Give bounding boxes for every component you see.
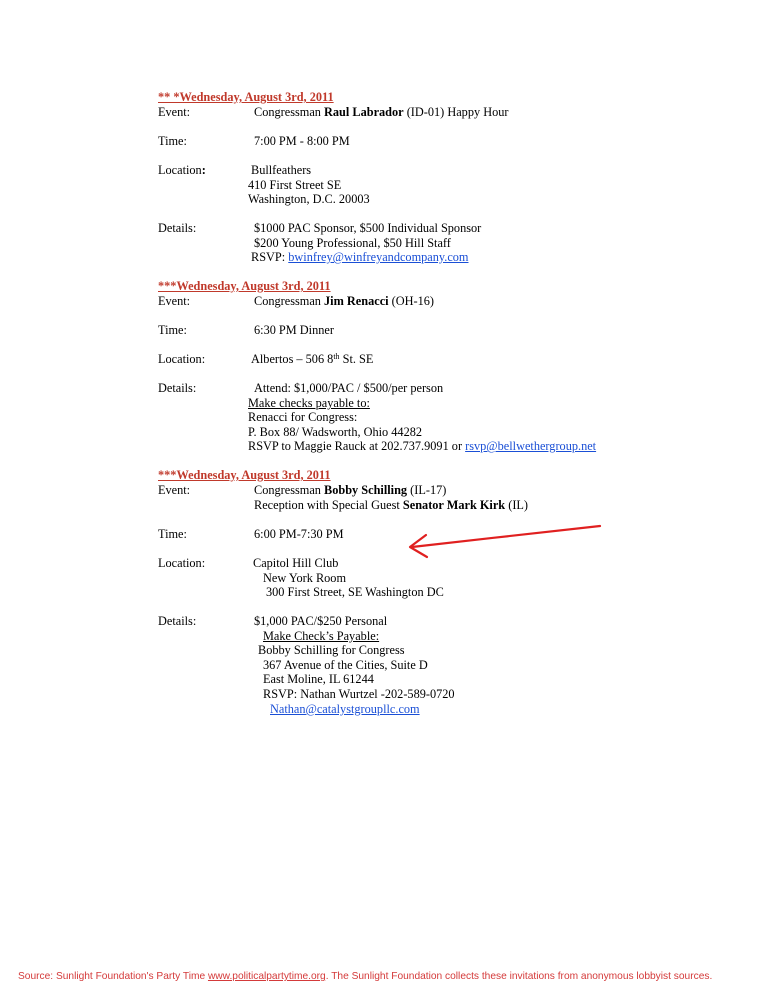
event-2-time-label: Time: <box>158 323 187 337</box>
event-3-location-line-3: 300 First Street, SE Washington DC <box>266 585 444 599</box>
event-1-location-line-1: Bullfeathers <box>251 163 312 177</box>
event-2-details-line-1: Renacci for Congress: <box>248 410 358 424</box>
event-3-details-label: Details: <box>158 614 197 628</box>
event-2-event-prefix: Congressman <box>254 294 325 308</box>
event-3-details-line-3: East Moline, IL 61244 <box>263 672 374 686</box>
event-3-details-line-1: Bobby Schilling for Congress <box>258 643 405 657</box>
event-2-location-suffix: St. SE <box>339 352 374 366</box>
event-3-reception-suffix: (IL) <box>505 498 529 512</box>
event-1-details-line-1: $1000 PAC Sponsor, $500 Individual Sponsor <box>254 221 482 235</box>
event-3-location-line-2: New York Room <box>263 571 347 585</box>
event-1-event-value <box>254 105 508 120</box>
event-1-rsvp-prefix: RSVP: <box>251 250 289 264</box>
event-1-event-suffix: (ID-01) Happy Hour <box>403 105 509 119</box>
event-1-location-line-3: Washington, D.C. 20003 <box>248 192 370 206</box>
event-2-rsvp-email-link[interactable]: rsvp@bellwethergroup.net <box>465 439 597 453</box>
event-1-event-label: Event: <box>158 105 191 119</box>
event-3-rsvp-line <box>270 702 420 717</box>
event-1-details-line-2: $200 Young Professional, $50 Hill Staff <box>254 236 451 250</box>
source-footer <box>18 970 758 985</box>
event-3-rsvp-email-link[interactable]: Nathan@catalystgroupllc.com <box>270 702 420 716</box>
event-3-event-value <box>254 483 446 498</box>
event-2-event-label: Event: <box>158 294 191 308</box>
event-2-event-suffix: (OH-16) <box>388 294 434 308</box>
event-1-date-heading: ** *Wednesday, August 3rd, 2011 <box>158 90 334 104</box>
event-2-location-superscript: th <box>333 352 340 361</box>
event-1-location-colon: : <box>201 163 206 177</box>
event-2-location-prefix: Albertos – 506 8 <box>251 352 334 366</box>
event-3-congressman-name: Bobby Schilling <box>324 483 408 497</box>
event-3-date-heading: ***Wednesday, August 3rd, 2011 <box>158 468 331 482</box>
event-2-details-line-2: P. Box 88/ Wadsworth, Ohio 44282 <box>248 425 423 439</box>
event-3-event-suffix: (IL-17) <box>407 483 447 497</box>
event-1-location-label-text: Location <box>158 163 202 177</box>
event-3-location-label: Location: <box>158 556 206 570</box>
event-2-details-attend: Attend: $1,000/PAC / $500/per person <box>254 381 444 395</box>
event-2-location-label: Location: <box>158 352 206 366</box>
event-3-details-line-4: RSVP: Nathan Wurtzel -202-589-0720 <box>263 687 455 701</box>
event-2-time-value: 6:30 PM Dinner <box>254 323 334 337</box>
event-2-event-value <box>254 294 434 309</box>
event-1-time-value: 7:00 PM - 8:00 PM <box>254 134 350 148</box>
event-1-time-label: Time: <box>158 134 187 148</box>
event-2-location-value <box>251 352 373 367</box>
event-2-details-label: Details: <box>158 381 197 395</box>
event-3-reception <box>254 498 528 513</box>
event-2-congressman-name: Jim Renacci <box>324 294 389 308</box>
red-arrow-annotation-icon <box>400 518 610 562</box>
event-1-congressman-name: Raul Labrador <box>324 105 404 119</box>
event-1-location-line-2: 410 First Street SE <box>248 178 342 192</box>
event-2-rsvp-prefix: RSVP to Maggie Rauck at 202.737.9091 or <box>248 439 466 453</box>
event-3-event-label: Event: <box>158 483 191 497</box>
event-1-rsvp-email-link[interactable]: bwinfrey@winfreyandcompany.com <box>288 250 469 264</box>
event-3-time-value: 6:00 PM-7:30 PM <box>254 527 344 541</box>
event-3-details-line-2: 367 Avenue of the Cities, Suite D <box>263 658 428 672</box>
event-3-special-guest-name: Senator Mark Kirk <box>402 498 506 512</box>
event-1-event-prefix: Congressman <box>254 105 325 119</box>
event-1-location-label <box>158 163 206 178</box>
event-2-date-heading: ***Wednesday, August 3rd, 2011 <box>158 279 331 293</box>
event-2-details-checks-heading: Make checks payable to: <box>248 396 370 410</box>
event-1-rsvp <box>251 250 469 265</box>
event-1-details-label: Details: <box>158 221 197 235</box>
event-3-time-label: Time: <box>158 527 187 541</box>
event-3-details-checks-heading: Make Check’s Payable: <box>263 629 380 643</box>
event-3-reception-prefix: Reception with Special Guest <box>254 498 403 512</box>
event-3-location-line-1: Capitol Hill Club <box>253 556 339 570</box>
footer-suffix: . The Sunlight Foundation collects these invitations from anonymous lobbyist sources. <box>325 971 713 982</box>
event-3-event-prefix: Congressman <box>254 483 325 497</box>
event-3-details-amount: $1,000 PAC/$250 Personal <box>254 614 388 628</box>
footer-source-link[interactable]: www.politicalpartytime.org <box>207 971 326 982</box>
event-2-rsvp <box>248 439 596 454</box>
footer-prefix: Source: Sunlight Foundation's Party Time <box>18 971 208 982</box>
